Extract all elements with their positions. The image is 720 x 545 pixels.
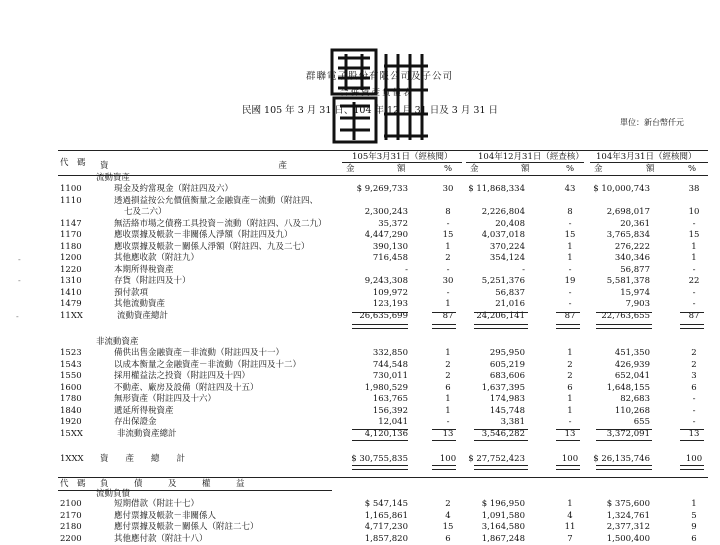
table-row (0, 393, 720, 405)
row-pct-2: 15 (564, 230, 576, 240)
subtotal-rule (596, 312, 652, 313)
row-amount-3: 451,350 (614, 348, 650, 358)
row-amount-2: 145,748 (489, 405, 525, 416)
column-assets: 資 產 (100, 161, 288, 171)
statement-title: 合併資產負債表 (340, 88, 414, 98)
table-row (0, 521, 720, 533)
row-amount-3: 110,268 (614, 405, 650, 416)
row-pct-3: 22 (688, 276, 700, 286)
row-pct-2: 1 (567, 405, 573, 416)
subtotal-rule (432, 324, 456, 329)
row-pct-3: 5 (691, 510, 697, 521)
row-pct-3: 13 (688, 428, 700, 439)
row-code: 1100 (60, 184, 82, 194)
row-amount-3: 3,372,091 (606, 428, 650, 439)
row-amount-2: 1,091,580 (481, 510, 525, 521)
section-title-noncurrent-assets: 非流動資產 (96, 337, 139, 347)
total-assets-row (0, 453, 720, 465)
table-row (0, 206, 720, 218)
row-amount-2: 24,206,141 (476, 310, 525, 321)
total-double-rule-2 (474, 465, 528, 470)
table-row (0, 287, 720, 299)
row-amount-1: 2,300,243 (364, 207, 408, 217)
row-code: 1200 (60, 253, 82, 263)
pct-header-3: % (688, 164, 697, 174)
section-title-current-assets: 流動資產 (96, 173, 131, 183)
row-pct-1: 2 (445, 253, 451, 263)
row-code: 1840 (60, 405, 82, 416)
row-amount-1: 4,717,230 (364, 522, 408, 532)
row-amount-3: 7,903 (625, 299, 650, 309)
row-amount-3: $ 10,000,743 (593, 184, 650, 194)
row-code: 1780 (60, 394, 82, 404)
liabilities-label-header: 負 債 及 權 益 (100, 479, 245, 489)
row-amount-3: 56,877 (620, 264, 650, 275)
pct-header-1: % (444, 164, 453, 174)
row-pct-2: - (568, 417, 572, 427)
pct-header-2: % (566, 164, 575, 174)
row-amount-3: 5,581,378 (606, 276, 650, 286)
row-code: 2180 (60, 522, 82, 532)
row-amount-2: 683,606 (489, 371, 525, 381)
margin-mark: - (18, 276, 21, 285)
row-code: 1220 (60, 264, 82, 275)
row-pct-1: 1 (445, 241, 451, 252)
statement-dates: 民國 105 年 3 月 31 日、104 年 12 月 31 日及 3 月 31 日 (242, 105, 499, 116)
row-pct-1: 6 (445, 382, 451, 393)
row-amount-1: 1,980,529 (364, 382, 408, 393)
subtotal-rule (352, 324, 408, 329)
amount-header-2: 金 額 (470, 164, 530, 174)
row-pct-3: 2 (691, 348, 697, 358)
total-double-rule-p1 (432, 465, 456, 470)
table-row (0, 183, 720, 195)
row-amount-2: 5,251,376 (481, 276, 525, 286)
row-pct-3: - (692, 287, 696, 298)
row-code: 1543 (60, 359, 82, 370)
row-code: 2170 (60, 510, 82, 521)
row-pct-2: 1 (567, 253, 573, 263)
row-label: 不動產、廠房及設備（附註四及十五） (114, 382, 259, 393)
row-amount-1: - (405, 264, 408, 275)
table-row (0, 252, 720, 264)
row-amount-3: 3,765,834 (606, 230, 650, 240)
row-code: 1147 (60, 218, 82, 229)
liabilities-code-header: 代 碼 (60, 479, 86, 489)
row-code: 1170 (60, 230, 82, 240)
column-period-2: 104年12月31日（經查核） (478, 152, 584, 162)
row-pct-2: - (568, 299, 572, 309)
column-period-1: 105年3月31日（經核閱） (352, 152, 453, 162)
row-amount-1: 9,243,308 (364, 276, 408, 286)
row-code: 1479 (60, 299, 82, 309)
row-pct-3: 1 (691, 499, 697, 509)
amount-header-1: 金 額 (346, 164, 406, 174)
row-amount-3: 15,974 (620, 287, 650, 298)
row-amount-2: 1,867,248 (481, 533, 525, 544)
row-pct-1: 1 (445, 299, 451, 309)
row-amount-2: $ 11,868,334 (468, 184, 525, 194)
table-row (0, 533, 720, 545)
row-code: 1523 (60, 348, 82, 358)
subtotal-rule (596, 324, 652, 329)
table-row (0, 241, 720, 253)
row-amount-2: 2,226,804 (481, 207, 525, 217)
row-code: 15XX (60, 428, 83, 439)
row-pct-2: 2 (567, 371, 573, 381)
row-pct-1: - (446, 287, 450, 298)
row-pct-3: 3 (691, 371, 697, 381)
row-amount-3: 2,377,312 (606, 522, 650, 532)
row-amount-3: 652,041 (614, 371, 650, 381)
row-pct-2: 19 (564, 276, 576, 286)
row-amount-3: $ 26,135,746 (593, 454, 650, 464)
row-pct-2: 2 (567, 359, 573, 370)
row-pct-3: 38 (688, 184, 700, 194)
company-name: 群聯電子股份有限公司及子公司 (306, 71, 454, 82)
row-pct-2: 7 (567, 533, 573, 544)
row-code: 1920 (60, 417, 82, 427)
row-label: 透過損益按公允價值衡量之金融資產－流動（附註四、 (114, 195, 319, 206)
row-label: 本期所得稅資產 (114, 264, 174, 275)
row-pct-1: - (446, 218, 450, 229)
row-pct-2: 8 (567, 207, 573, 217)
table-row (0, 370, 720, 382)
subtotal-rule (474, 324, 528, 329)
row-pct-3: 1 (691, 241, 697, 252)
table-row (0, 405, 720, 417)
column-code: 代 碼 (60, 158, 86, 168)
row-label: 應付票據及帳款－關係人（附註二七） (114, 522, 259, 532)
row-code: 2200 (60, 533, 82, 544)
row-label: 預付款項 (114, 287, 149, 298)
row-pct-1: 1 (445, 394, 451, 404)
row-amount-1: $ 9,269,733 (356, 184, 408, 194)
row-pct-3: - (692, 264, 696, 275)
row-pct-3: 10 (688, 207, 700, 217)
subtotal-rule (680, 324, 704, 329)
amount-header-3-end: 額 (646, 164, 655, 174)
row-pct-2: 13 (564, 428, 576, 439)
subtotal-rule (680, 429, 704, 430)
row-amount-2: 370,224 (489, 241, 525, 252)
row-pct-1: 6 (445, 533, 451, 544)
row-amount-2: - (522, 264, 525, 275)
row-amount-3: 82,683 (620, 394, 650, 404)
subtotal-rule (432, 312, 456, 313)
row-pct-1: 13 (442, 428, 454, 439)
row-pct-3: 100 (685, 454, 703, 464)
margin-mark: - (16, 312, 19, 321)
row-amount-2: $ 27,752,423 (468, 454, 525, 464)
subtotal-rule (352, 312, 408, 313)
total-double-rule-3 (596, 465, 652, 470)
row-pct-2: - (568, 264, 572, 275)
row-amount-3: 2,698,017 (606, 207, 650, 217)
table-row (0, 218, 720, 230)
row-label: 備供出售金融資產－非流動（附註四及十一） (114, 348, 285, 358)
row-pct-1: - (446, 264, 450, 275)
subtotal-rule (432, 440, 456, 441)
total-double-rule-p2 (556, 465, 580, 470)
subtotal-rule (352, 440, 408, 441)
row-pct-1: 1 (445, 348, 451, 358)
row-label: 其他流動資產 (114, 299, 166, 309)
row-amount-1: 390,130 (372, 241, 408, 252)
row-code: 1600 (60, 382, 82, 393)
row-amount-1: 730,011 (372, 371, 408, 381)
row-amount-2: 354,124 (489, 253, 525, 263)
row-amount-2: 20,408 (495, 218, 525, 229)
subtotal-rule (556, 429, 580, 430)
section-title-current-liabilities: 流動負債 (96, 489, 131, 499)
row-amount-3: $ 375,600 (606, 499, 650, 509)
row-pct-1: 30 (442, 184, 454, 194)
table-row (0, 359, 720, 371)
row-label: 無形資產（附註四及十六） (114, 394, 217, 404)
row-pct-2: 87 (564, 310, 576, 321)
row-pct-3: 9 (691, 522, 697, 532)
subtotal-rule (680, 312, 704, 313)
row-pct-1: 15 (442, 522, 454, 532)
row-code: 1550 (60, 371, 82, 381)
row-amount-1: 4,447,290 (364, 230, 408, 240)
company-seal-stamp (328, 46, 438, 146)
row-code: 1XXX (60, 454, 84, 464)
subtotal-rule (556, 440, 580, 441)
row-pct-2: 11 (564, 522, 576, 532)
row-pct-1: 2 (445, 499, 451, 509)
row-pct-3: 2 (691, 359, 697, 370)
row-amount-1: 12,041 (378, 417, 408, 427)
row-amount-2: 605,219 (489, 359, 525, 370)
row-pct-1: 2 (445, 371, 451, 381)
row-label: 存出保證金 (114, 417, 157, 427)
row-label: 以成本衡量之金融資產－非流動（附註四及十二） (114, 359, 302, 370)
row-amount-2: 56,837 (495, 287, 525, 298)
row-amount-1: 123,193 (372, 299, 408, 309)
row-code: 1410 (60, 287, 82, 298)
row-amount-1: $ 547,145 (364, 499, 408, 509)
row-pct-1: 4 (445, 510, 451, 521)
subtotal-rule (596, 440, 652, 441)
row-amount-1: 163,765 (372, 394, 408, 404)
row-amount-1: 1,857,820 (364, 533, 408, 544)
row-amount-2: 3,164,580 (481, 522, 525, 532)
row-amount-2: 1,637,395 (481, 382, 525, 393)
row-pct-1: 15 (442, 230, 454, 240)
row-label: 流動資產總計 (100, 310, 169, 321)
row-code: 11XX (60, 310, 83, 321)
row-pct-2: 1 (567, 348, 573, 358)
subtotal-rule (474, 312, 528, 313)
row-amount-2: 4,037,018 (481, 230, 525, 240)
row-label: 短期借款（附註十七） (114, 499, 200, 509)
subtotal-rule (432, 429, 456, 430)
table-row (0, 498, 720, 510)
row-pct-3: - (692, 299, 696, 309)
row-code: 2100 (60, 499, 82, 509)
row-pct-3: - (692, 218, 696, 229)
row-pct-2: 1 (567, 241, 573, 252)
row-pct-1: 87 (442, 310, 454, 321)
row-pct-2: 1 (567, 499, 573, 509)
row-pct-3: 6 (691, 382, 697, 393)
row-amount-3: 426,939 (614, 359, 650, 370)
subtotal-rule (556, 312, 580, 313)
row-amount-1: 26,635,699 (359, 310, 408, 321)
table-row (0, 275, 720, 287)
row-pct-1: 30 (442, 276, 454, 286)
row-code: 1110 (60, 195, 82, 206)
row-amount-1: 4,120,136 (364, 428, 408, 439)
row-pct-1: 8 (445, 207, 451, 217)
row-label: 其他應收款（附註九） (114, 253, 200, 263)
row-label: 無活絡市場之債務工具投資－流動（附註四、八及二九） (114, 218, 327, 229)
row-pct-1: - (446, 417, 450, 427)
margin-mark: - (18, 255, 21, 264)
total-double-rule-1 (352, 465, 408, 470)
row-pct-2: 1 (567, 394, 573, 404)
row-label: 採用權益法之投資（附註四及十四） (114, 371, 251, 381)
row-amount-3: 655 (633, 417, 650, 427)
row-label: 應付票據及帳款－非關係人 (114, 510, 217, 521)
row-label: 遞延所得稅資產 (114, 405, 174, 416)
subtotal-rule (680, 440, 704, 441)
row-pct-2: 43 (564, 184, 576, 194)
row-amount-1: 332,850 (372, 348, 408, 358)
row-pct-2: - (568, 218, 572, 229)
table-row (0, 195, 720, 207)
row-amount-2: 295,950 (489, 348, 525, 358)
row-pct-2: 4 (567, 510, 573, 521)
table-row (0, 510, 720, 522)
row-amount-1: $ 30,755,835 (351, 454, 408, 464)
row-amount-1: 109,972 (372, 287, 408, 298)
row-label: 應收票據及帳款－關係人淨額（附註四、九及二七） (114, 241, 310, 252)
row-amount-2: 21,016 (495, 299, 525, 309)
subtotal-rule (474, 429, 528, 430)
row-amount-3: 22,763,655 (601, 310, 650, 321)
row-pct-3: - (692, 417, 696, 427)
row-pct-2: 6 (567, 382, 573, 393)
row-pct-3: 6 (691, 533, 697, 544)
row-pct-3: 1 (691, 253, 697, 263)
row-amount-1: 744,548 (372, 359, 408, 370)
row-label: 七及二六） (124, 207, 167, 217)
row-amount-2: $ 196,950 (481, 499, 525, 509)
total-double-rule-p3 (680, 465, 704, 470)
row-pct-3: 87 (688, 310, 700, 321)
row-pct-1: 100 (439, 454, 457, 464)
row-amount-2: 174,983 (489, 394, 525, 404)
row-amount-2: 3,546,282 (481, 428, 525, 439)
table-row (0, 264, 720, 276)
subtotal-rule (556, 324, 580, 329)
subtotal-rule (596, 429, 652, 430)
amount-header-3-start: 金 (594, 164, 603, 174)
row-amount-3: 20,361 (620, 218, 650, 229)
row-label: 其他應付款（附註十八） (114, 533, 208, 544)
row-label: 非流動資產總計 (100, 428, 177, 439)
row-pct-1: 1 (445, 405, 451, 416)
row-amount-1: 35,372 (378, 218, 408, 229)
header-bottom-rule (58, 175, 708, 176)
row-amount-3: 340,346 (614, 253, 650, 263)
subtotal-rule (352, 429, 408, 430)
table-row (0, 382, 720, 394)
row-label: 存貨（附註四及十） (114, 276, 191, 286)
row-amount-3: 1,648,155 (606, 382, 650, 393)
row-pct-2: - (568, 287, 572, 298)
row-amount-1: 1,165,861 (364, 510, 408, 521)
row-pct-3: 15 (688, 230, 700, 240)
subtotal-rule (474, 440, 528, 441)
row-amount-3: 1,324,761 (606, 510, 650, 521)
table-row (0, 347, 720, 359)
row-amount-1: 716,458 (372, 253, 408, 263)
unit-label: 單位：新台幣仟元 (620, 118, 684, 127)
table-row (0, 298, 720, 310)
row-pct-1: 2 (445, 359, 451, 370)
row-pct-2: 100 (561, 454, 579, 464)
row-amount-2: 3,381 (500, 417, 525, 427)
row-label: 現金及約當現金（附註四及六） (114, 184, 234, 194)
row-code: 1180 (60, 241, 82, 252)
table-row (0, 229, 720, 241)
row-label: 應收票據及帳款－非關係人淨額（附註四及九） (114, 230, 293, 240)
row-amount-3: 1,500,400 (606, 533, 650, 544)
row-pct-3: - (692, 405, 696, 416)
row-pct-3: - (692, 394, 696, 404)
row-label: 資 產 總 計 (100, 454, 186, 464)
row-code: 1310 (60, 276, 82, 286)
row-amount-3: 276,222 (614, 241, 650, 252)
row-amount-1: 156,392 (372, 405, 408, 416)
table-row (0, 416, 720, 428)
column-period-3: 104年3月31日（經核閱） (596, 152, 697, 162)
